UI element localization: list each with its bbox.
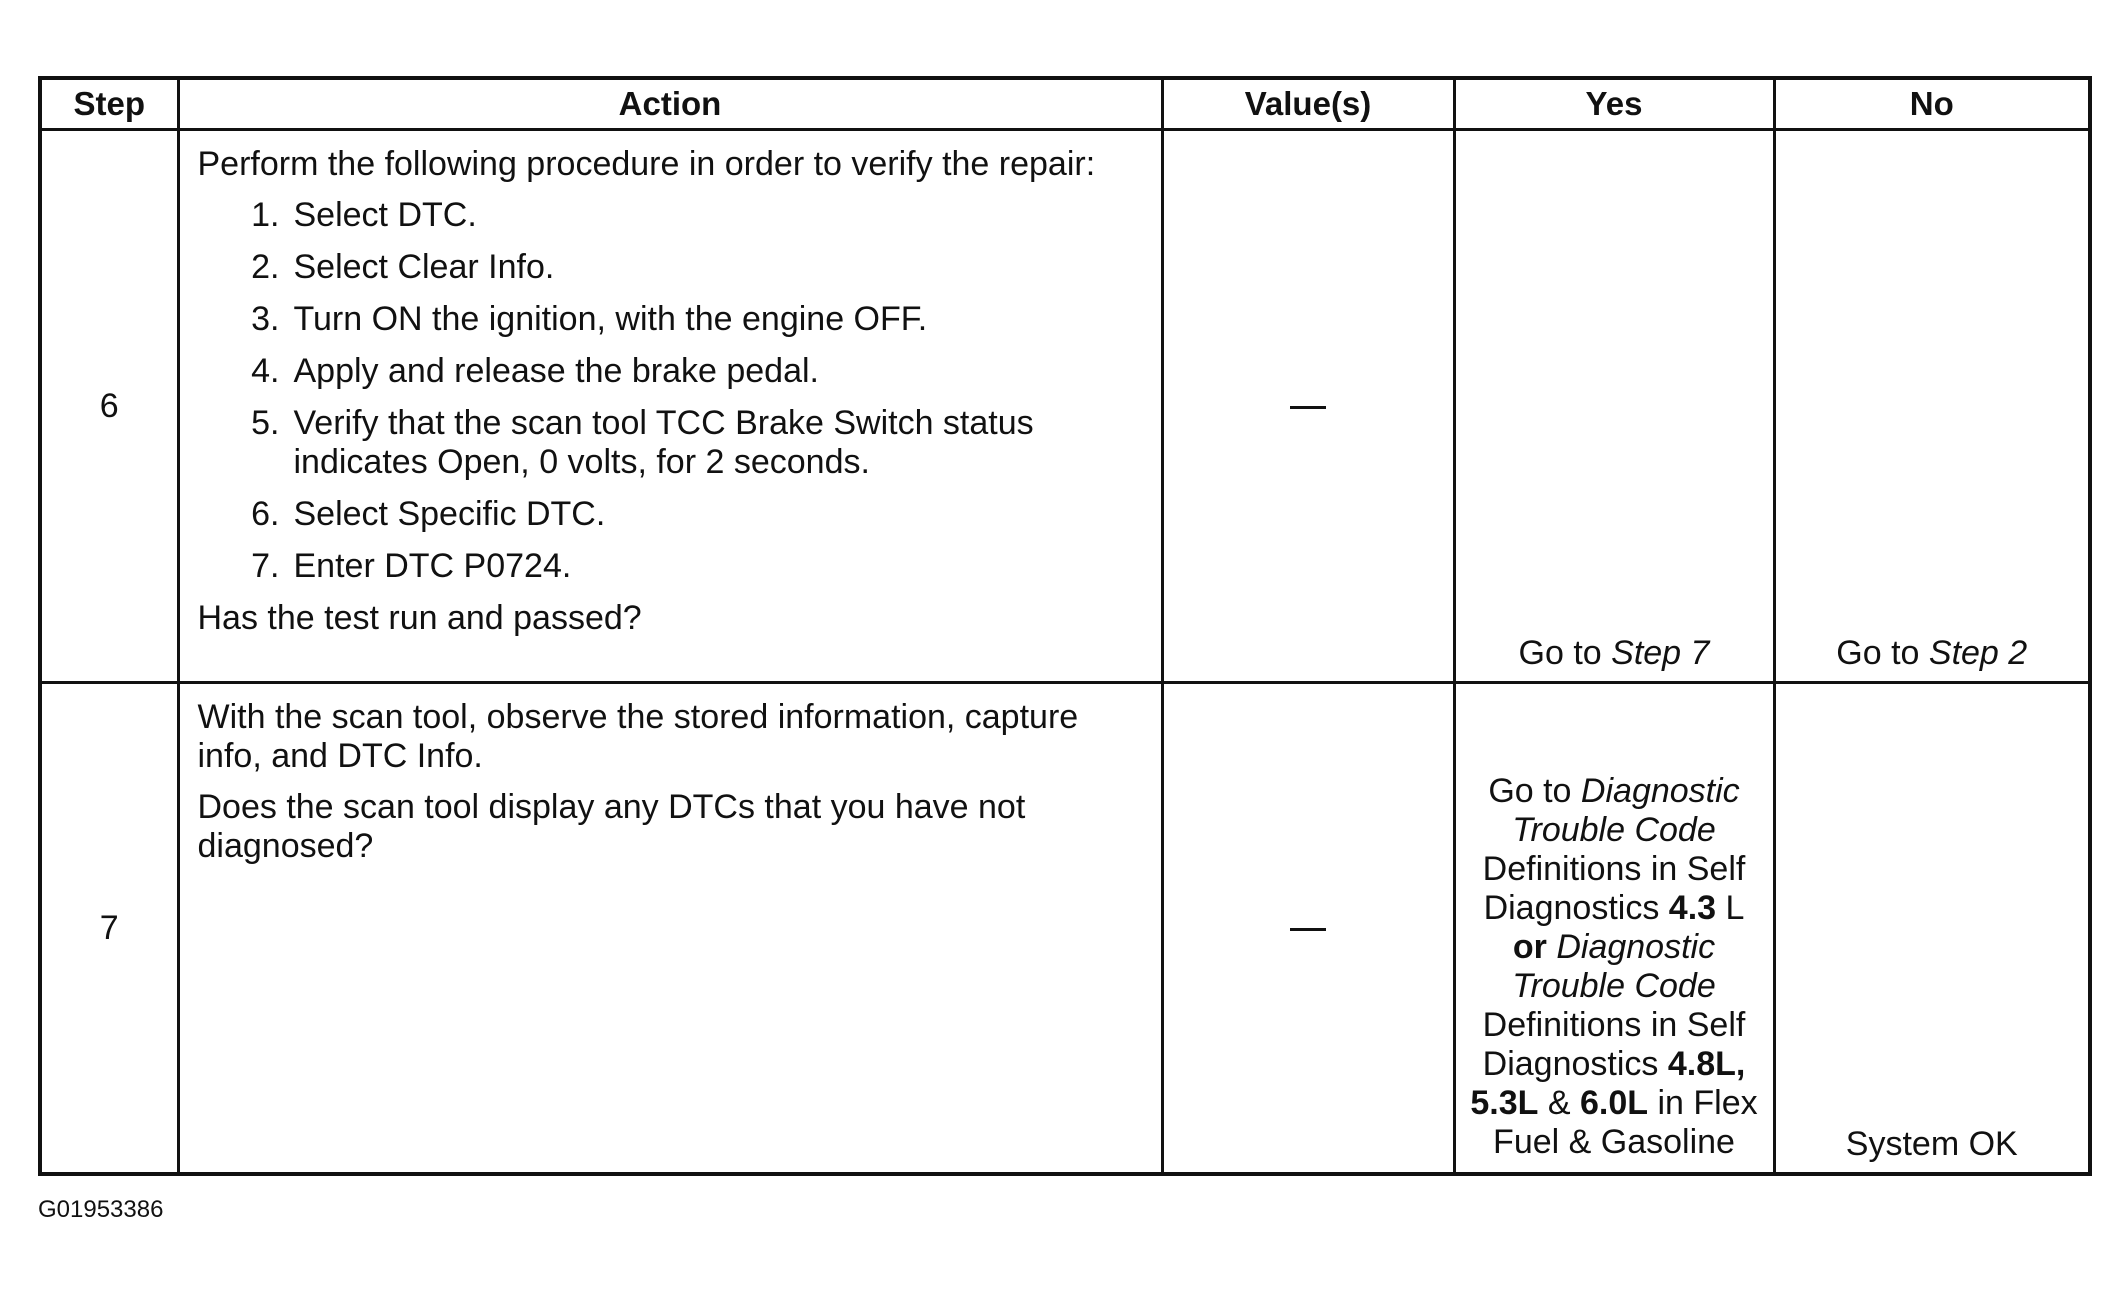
yes-cell: Go to Diagnostic Trouble Code Definitions in Self Diagnostics 4.3 L or Diagnostic Trouble Code Definitions in Self Diagnostics 4.8L, 5.3L & 6.0L in Flex Fuel & Gasoline (1454, 683, 1774, 1174)
action-question: Does the scan tool display any DTCs that you have not diagnosed? (197, 788, 1026, 866)
em-dash (1290, 406, 1326, 409)
em-dash (1290, 928, 1326, 931)
header-no: No (1774, 78, 2090, 130)
action-cell (178, 130, 1162, 683)
action-text: With the scan tool, observe the stored information, capture info, and DTC Info. (197, 698, 1079, 776)
procedure-step: 1. Select DTC. (251, 196, 477, 234)
action-intro: Perform the following procedure in order to verify the repair: (197, 145, 1096, 183)
yes-cell: Go to Step 7 (1454, 130, 1774, 683)
step-number: 6 (40, 130, 178, 683)
dtc-link-1[interactable]: Diagnostic Trouble Code (1512, 772, 1740, 849)
procedure-step: 2. Select Clear Info. (251, 248, 555, 286)
header-step: Step (40, 78, 178, 130)
no-cell: Go to Step 2 (1774, 130, 2090, 683)
dtc-link-2[interactable]: Diagnostic Trouble Code (1512, 928, 1716, 1005)
table-row-step-6 (40, 130, 2090, 683)
diagnostic-table (38, 76, 2092, 1176)
value-cell (1162, 130, 1454, 683)
procedure-step: 7. Enter DTC P0724. (251, 547, 572, 585)
action-cell (178, 683, 1162, 1174)
header-yes: Yes (1454, 78, 1774, 130)
procedure-step: 4. Apply and release the brake pedal. (251, 352, 819, 390)
value-cell (1162, 683, 1454, 1174)
table-row-step-7 (40, 683, 2090, 1174)
procedure-step: 3. Turn ON the ignition, with the engine OFF. (251, 300, 928, 338)
header-values: Value(s) (1162, 78, 1454, 130)
step-number: 7 (40, 683, 178, 1174)
action-question: Has the test run and passed? (197, 599, 642, 637)
yes-step-link[interactable]: Step 7 (1611, 634, 1710, 673)
no-cell: System OK (1774, 683, 2090, 1174)
procedure-step: 5. Verify that the scan tool TCC Brake Switch status indicates Open, 0 volts, for 2 seconds. (251, 404, 1034, 481)
header-action: Action (178, 78, 1162, 130)
procedure-list (198, 196, 1147, 586)
procedure-step: 6. Select Specific DTC. (251, 495, 606, 533)
figure-code: G01953386 (38, 1196, 164, 1223)
no-step-link[interactable]: Step 2 (1928, 634, 2028, 673)
header-row (40, 78, 2090, 130)
